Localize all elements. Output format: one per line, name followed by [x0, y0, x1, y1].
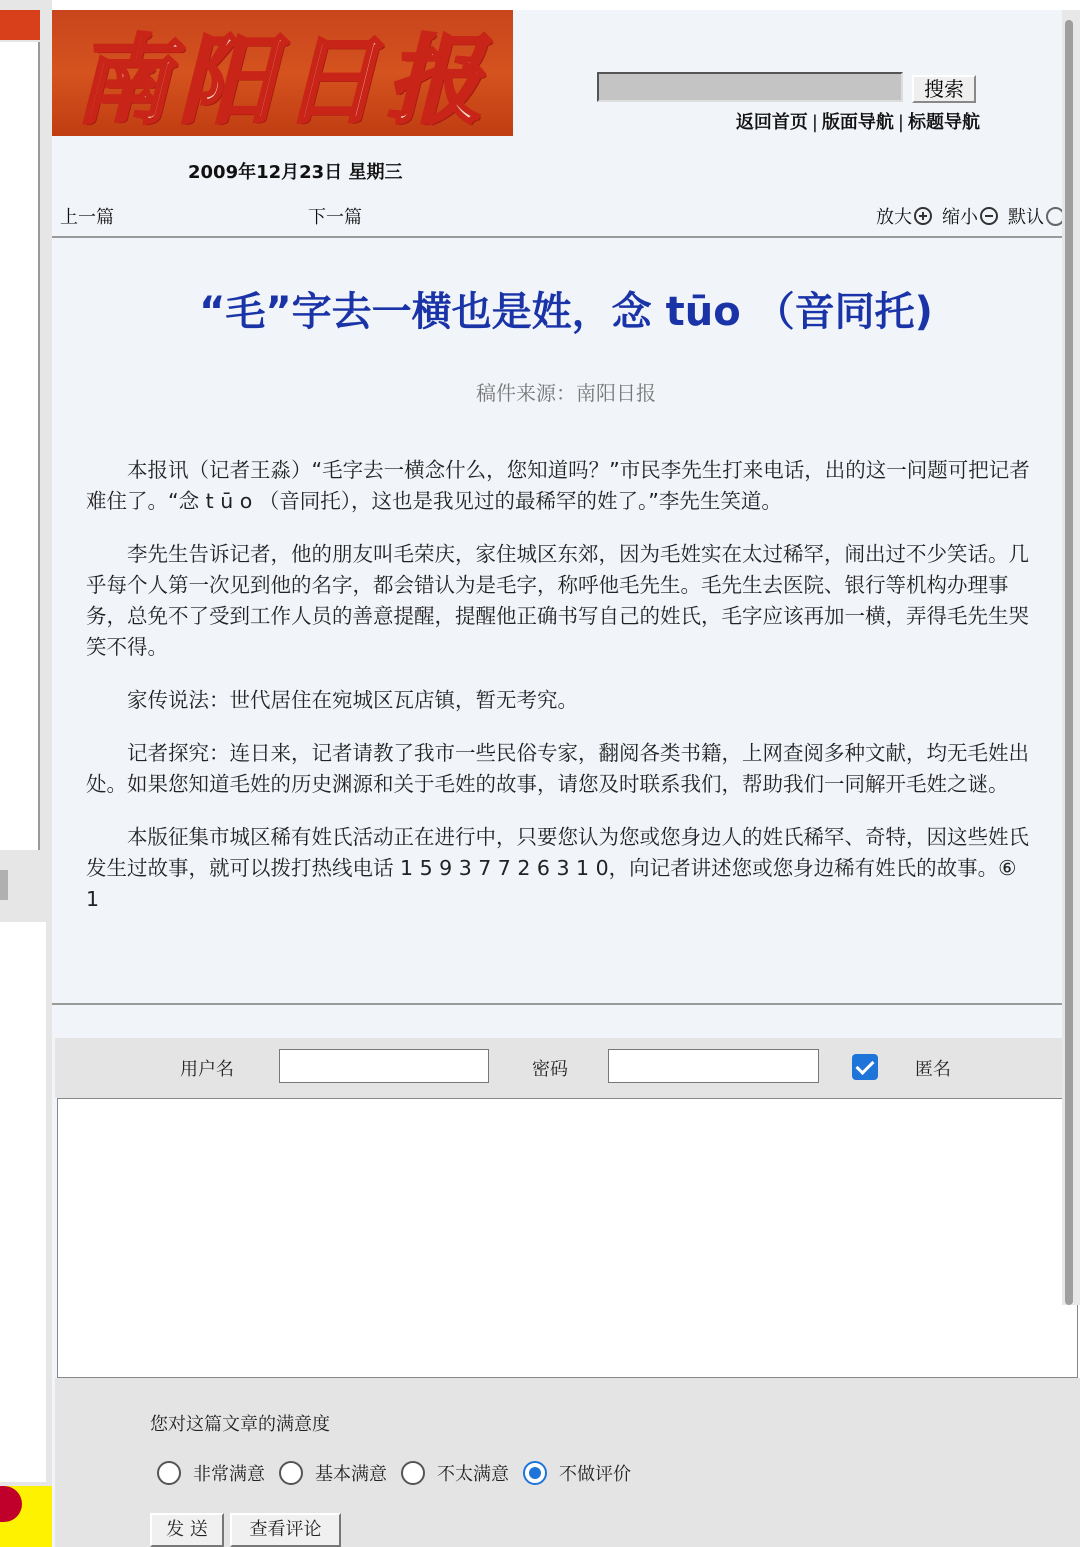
background-window-header — [0, 10, 40, 40]
rating-option-label: 基本满意 — [315, 1464, 387, 1485]
article-paragraph: 李先生告诉记者，他的朋友叫毛荣庆，家住城区东郊，因为毛姓实在太过稀罕，闹出过不少笑话。几乎每个人第一次见到他的名字，都会错认为是毛字，称呼他毛先生。毛先生去医院、银行等机构办理事务，总免不了受到工作人员的善意提醒，提醒他正确书写自己的姓氏，毛字应该再加一横，弄得毛先生哭笑不得。 — [86, 542, 1029, 659]
zoom-in-label[interactable]: 放大 — [876, 207, 912, 228]
rating-option-satisfied[interactable] — [279, 1460, 387, 1486]
background-window-panel-lower — [0, 922, 46, 1482]
article-paragraph: 记者探究：连日来，记者请教了我市一些民俗专家，翻阅各类书籍，上网查阅多种文献，均无毛姓出处。如果您知道毛姓的历史渊源和关于毛姓的故事，请您及时联系我们，帮助我们一同解开毛姓之谜。 — [86, 741, 1029, 796]
title-nav-link[interactable]: 标题导航 — [908, 112, 980, 133]
prev-article-link[interactable]: 上一篇 — [60, 207, 114, 228]
satisfaction-options — [157, 1460, 645, 1486]
article-divider — [52, 1003, 1080, 1005]
anonymous-checkbox[interactable] — [852, 1054, 878, 1080]
article-body — [86, 455, 1036, 937]
radio-button[interactable] — [157, 1461, 181, 1485]
search-input[interactable] — [597, 72, 903, 102]
article-source: 稿件来源：南阳日报 — [476, 381, 656, 405]
send-button[interactable]: 发 送 — [150, 1513, 224, 1547]
password-label: 密码 — [532, 1059, 568, 1080]
article-paragraph: 本报讯（记者王淼）“毛字去一横念什么，您知道吗？”市民李先生打来电话，出的这一问题可把记者难住了。“念 t ū o （音同托），这也是我见过的最稀罕的姓了。”李先生笑道。 — [86, 458, 1030, 513]
zoom-out-icon[interactable] — [980, 207, 998, 225]
rating-option-label: 非常满意 — [193, 1464, 265, 1485]
home-link[interactable]: 返回首页 — [735, 112, 808, 133]
article-paragraph: 本版征集市城区稀有姓氏活动正在进行中，只要您认为您或您身边人的姓氏稀罕、奇特，因这些姓氏发生过故事，就可以拨打热线电话 1 5 9 3 7 7 2 6 3 1 0，向记者讲述您或您身边稀有姓氏的故事。⑥ 1 — [86, 825, 1029, 911]
masthead-logo[interactable] — [52, 10, 513, 136]
font-zoom-controls — [876, 203, 1065, 229]
header-divider — [52, 236, 1080, 238]
radio-button[interactable] — [279, 1461, 303, 1485]
zoom-default-label[interactable]: 默认 — [1008, 207, 1044, 228]
username-input[interactable] — [279, 1049, 489, 1083]
background-window-panel — [0, 42, 40, 850]
rating-option-label: 不做评价 — [559, 1464, 631, 1485]
article-paragraph: 家传说法：世代居住在宛城区瓦店镇，暂无考究。 — [127, 688, 578, 712]
rating-option-unsatisfied[interactable] — [401, 1460, 509, 1486]
zoom-out-label[interactable]: 缩小 — [942, 207, 978, 228]
rating-option-very-satisfied[interactable] — [157, 1460, 265, 1486]
anonymous-label: 匿名 — [915, 1059, 951, 1080]
satisfaction-question: 您对这篇文章的满意度 — [150, 1414, 330, 1435]
page-scrollbar-thumb[interactable] — [1065, 20, 1073, 1305]
layout-nav-link[interactable]: 版面导航 — [821, 112, 894, 133]
password-input[interactable] — [608, 1049, 819, 1083]
background-window-icon — [0, 870, 8, 900]
top-nav — [690, 108, 980, 136]
radio-button[interactable] — [401, 1461, 425, 1485]
article-title: “毛”字去一横也是姓，念 tūo （音同托) — [199, 289, 933, 335]
rating-option-label: 不太满意 — [437, 1464, 509, 1485]
masthead-logo-text: 南阳日报 — [74, 23, 491, 137]
nav-separator: | — [811, 112, 818, 133]
username-label: 用户名 — [180, 1059, 234, 1080]
comment-textarea[interactable] — [57, 1098, 1078, 1378]
rating-option-no-rating[interactable] — [523, 1460, 631, 1486]
nav-separator: | — [897, 112, 904, 133]
zoom-in-icon[interactable] — [914, 207, 932, 225]
radio-button-selected[interactable] — [523, 1461, 547, 1485]
next-article-link[interactable]: 下一篇 — [308, 207, 362, 228]
search-button[interactable]: 搜索 — [912, 75, 976, 103]
view-comments-button[interactable]: 查看评论 — [230, 1513, 341, 1547]
issue-date: 2009年12月23日 星期三 — [188, 162, 403, 183]
